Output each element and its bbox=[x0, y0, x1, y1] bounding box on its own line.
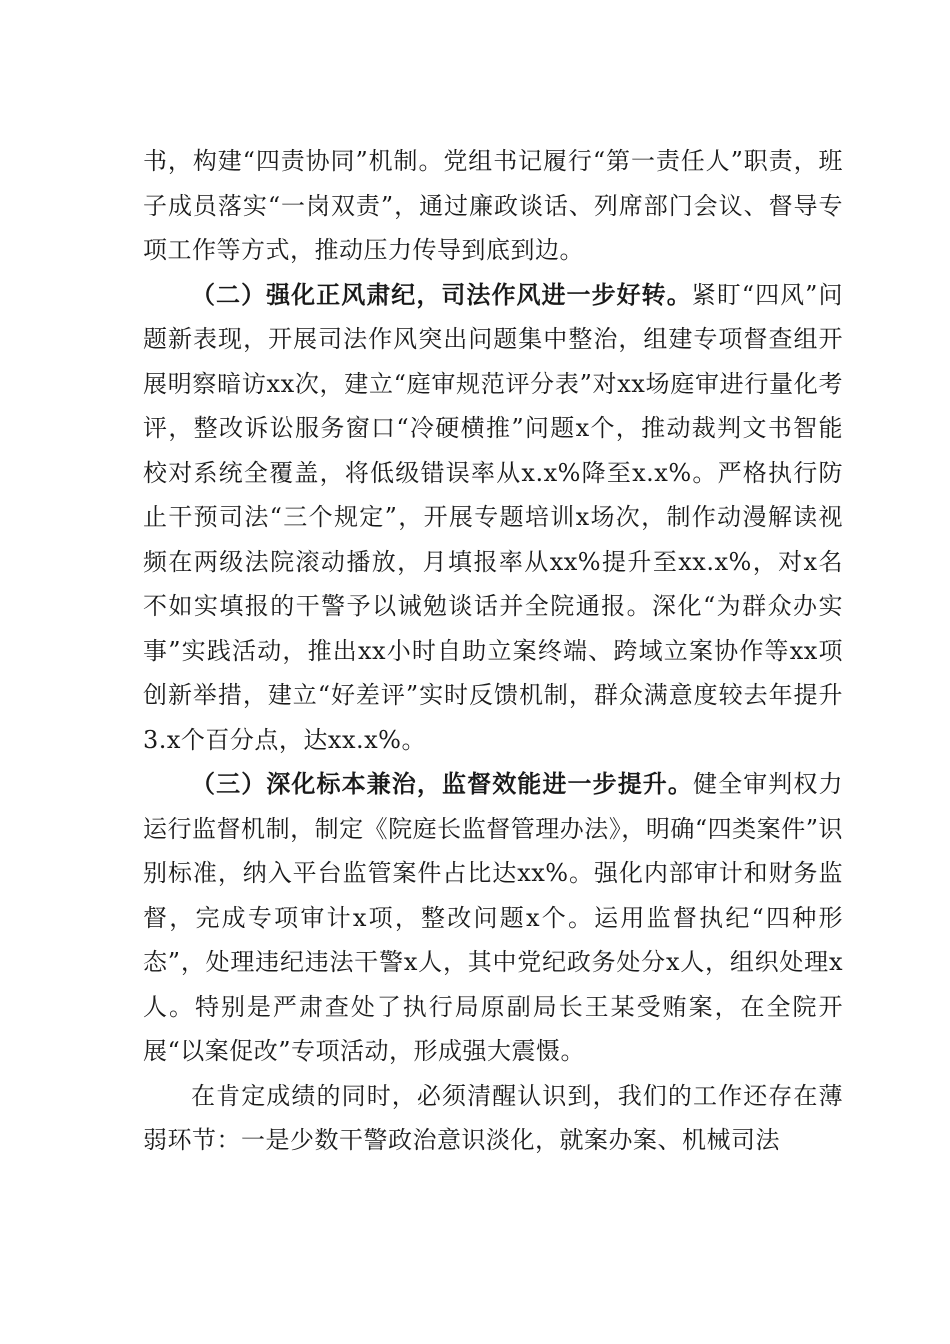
paragraph-text: 健全审判权力运行监督机制，制定《院庭长监督管理办法》，明确“四类案件”识别标准，纳入平台监管案件占比达xx%。强化内部审计和财务监督，完成专项审计x项，整改问题x个。运用监督执纪“四种形态”，处理违纪违法干警x人，其中党纪政务处分x人，组织处理x人。特别是严肃查处了执行局原副局长王某受贿案，在全院开展“以案促改”专项活动，形成强大震慑。 bbox=[143, 770, 843, 1065]
section-heading: （三）深化标本兼治，监督效能进一步提升。 bbox=[191, 769, 693, 798]
paragraph-section-3 bbox=[143, 762, 843, 1074]
paragraph-text: 在肯定成绩的同时，必须清醒认识到，我们的工作还存在薄弱环节：一是少数干警政治意识淡化，就案办案、机械司法 bbox=[143, 1081, 843, 1154]
paragraph-section-2 bbox=[143, 273, 843, 763]
paragraph-text: 书，构建“四责协同”机制。党组书记履行“第一责任人”职责，班子成员落实“一岗双责”，通过廉政谈话、列席部门会议、督导专项工作等方式，推动压力传导到底到边。 bbox=[143, 147, 843, 264]
paragraph-text: 紧盯“四风”问题新表现，开展司法作风突出问题集中整治，组建专项督查组开展明察暗访xx次，建立“庭审规范评分表”对xx场庭审进行量化考评，整改诉讼服务窗口“冷硬横推”问题x个，推动裁判文书智能校对系统全覆盖，将低级错误率从x.x%降至x.x%。严格执行防止干预司法“三个规定”，开展专题培训x场次，制作动漫解读视频在两级法院滚动播放，月填报率从xx%提升至xx.x%，对x名不如实填报的干警予以诫勉谈话并全院通报。深化“为群众办实事”实践活动，推出xx小时自助立案终端、跨域立案协作等xx项创新举措，建立“好差评”实时反馈机制，群众满意度较去年提升3.x个百分点，达xx.x%。 bbox=[143, 280, 843, 754]
document-body bbox=[143, 139, 843, 1163]
section-heading: （二）强化正风肃纪，司法作风进一步好转。 bbox=[191, 279, 692, 309]
paragraph-continuation bbox=[143, 139, 843, 273]
paragraph-shortcomings bbox=[143, 1074, 843, 1163]
